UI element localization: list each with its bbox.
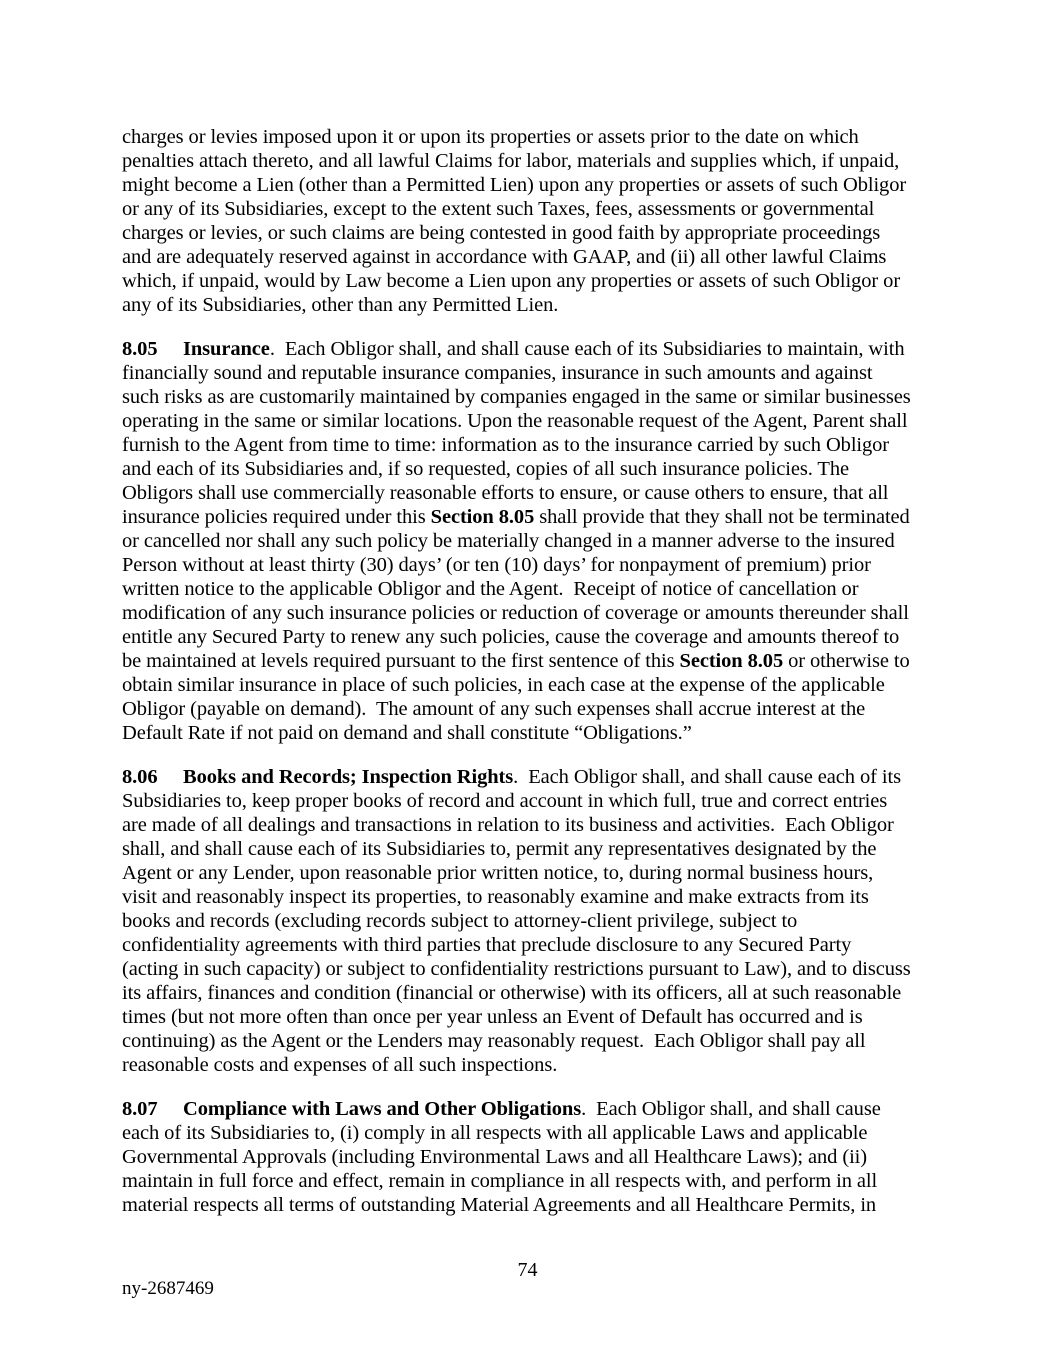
text-line [122, 909, 938, 933]
body-text: insurance policies required under this [122, 506, 431, 528]
text-line [122, 1029, 938, 1053]
body-text: reasonable costs and expenses of all such inspections. [122, 1054, 558, 1076]
text-line [122, 1169, 938, 1193]
body-text: operating in the same or similar locations. Upon the reasonable request of the Agent, Parent shall [122, 410, 908, 432]
body-text: times (but not more often than once per year unless an Event of Default has occurred and is [122, 1006, 863, 1028]
text-line [122, 957, 938, 981]
body-text: and each of its Subsidiaries and, if so requested, copies of all such insurance policies. The [122, 458, 849, 480]
body-text: or otherwise to [783, 650, 910, 672]
text-line [122, 553, 938, 577]
body-text: . Each Obligor shall, and shall cause each of its [513, 766, 901, 788]
body-text: modification of any such insurance policies or reduction of coverage or amounts thereunder shall [122, 602, 909, 624]
text-line [122, 885, 938, 909]
text-line [122, 245, 938, 269]
bold-text: Books and Records; Inspection Rights [183, 766, 514, 788]
body-text: such risks as are customarily maintained by companies engaged in the same or similar businesses [122, 386, 911, 408]
body-text: confidentiality agreements with third parties that preclude disclosure to any Secured Party [122, 934, 852, 956]
section-number: 8.05 [122, 338, 158, 360]
text-line [122, 529, 938, 553]
text-line [122, 221, 938, 245]
document-body [122, 125, 938, 1217]
text-line [122, 837, 938, 861]
body-text: Obligors shall use commercially reasonable efforts to ensure, or cause others to ensure, that all [122, 482, 889, 504]
section-number: 8.06 [122, 766, 158, 788]
paragraph [122, 765, 938, 1077]
body-text: material respects all terms of outstanding Material Agreements and all Healthcare Permits, in [122, 1194, 877, 1216]
body-text: charges or levies imposed upon it or upon its properties or assets prior to the date on which [122, 126, 859, 148]
text-line [122, 1193, 938, 1217]
body-text: shall, and shall cause each of its Subsidiaries to, permit any representatives designated by the [122, 838, 877, 860]
body-text: financially sound and reputable insurance companies, insurance in such amounts and against [122, 362, 873, 384]
body-text: Governmental Approvals (including Environmental Laws and all Healthcare Laws); and (ii) [122, 1146, 868, 1168]
body-text: shall provide that they shall not be terminated [534, 506, 910, 528]
text-line [122, 765, 938, 789]
text-line [122, 1145, 938, 1169]
body-text: visit and reasonably inspect its properties, to reasonably examine and make extracts from its [122, 886, 869, 908]
text-line [122, 673, 938, 697]
body-text: its affairs, finances and condition (financial or otherwise) with its officers, all at such reasonable [122, 982, 902, 1004]
body-text: penalties attach thereto, and all lawful Claims for labor, materials and supplies which, if unpaid, [122, 150, 900, 172]
body-text: charges or levies, or such claims are being contested in good faith by appropriate proceedings [122, 222, 881, 244]
text-line [122, 1053, 938, 1077]
body-text: obtain similar insurance in place of such policies, in each case at the expense of the applicable [122, 674, 885, 696]
body-text: written notice to the applicable Obligor and the Agent. Receipt of notice of cancellation or [122, 578, 859, 600]
text-line [122, 293, 938, 317]
body-text: or cancelled nor shall any such policy be materially changed in a manner adverse to the insured [122, 530, 895, 552]
body-text: Subsidiaries to, keep proper books of record and account in which full, true and correct entries [122, 790, 888, 812]
body-text: continuing) as the Agent or the Lenders may reasonably request. Each Obligor shall pay all [122, 1030, 866, 1052]
text-line [122, 433, 938, 457]
body-text: Obligor (payable on demand). The amount of any such expenses shall accrue interest at the [122, 698, 866, 720]
body-text: which, if unpaid, would by Law become a Lien upon any properties or assets of such Obligor or [122, 270, 901, 292]
body-text: furnish to the Agent from time to time: information as to the insurance carried by such Obligor [122, 434, 890, 456]
text-line [122, 269, 938, 293]
paragraph [122, 337, 938, 745]
body-text: . Each Obligor shall, and shall cause each of its Subsidiaries to maintain, with [269, 338, 905, 360]
text-line [122, 125, 938, 149]
text-line [122, 981, 938, 1005]
text-line [122, 1097, 938, 1121]
text-line [122, 197, 938, 221]
body-text: Default Rate if not paid on demand and shall constitute “Obligations.” [122, 722, 692, 744]
text-line [122, 861, 938, 885]
body-text: Agent or any Lender, upon reasonable prior written notice, to, during normal business hours, [122, 862, 874, 884]
bold-text: Compliance with Laws and Other Obligations [183, 1098, 582, 1120]
section-number: 8.07 [122, 1098, 158, 1120]
bold-text: Section 8.05 [430, 506, 535, 528]
body-text: might become a Lien (other than a Permitted Lien) upon any properties or assets of such Obligor [122, 174, 907, 196]
text-line [122, 649, 938, 673]
paragraph [122, 125, 938, 317]
text-line [122, 337, 938, 361]
text-line [122, 1005, 938, 1029]
body-text: be maintained at levels required pursuant to the first sentence of this [122, 650, 680, 672]
body-text: books and records (excluding records subject to attorney-client privilege, subject to [122, 910, 798, 932]
body-text: and are adequately reserved against in accordance with GAAP, and (ii) all other lawful Claims [122, 246, 887, 268]
text-line [122, 505, 938, 529]
text-line [122, 625, 938, 649]
bold-text: Section 8.05 [679, 650, 784, 672]
document-id-footer: ny-2687469 [122, 1278, 214, 1299]
text-line [122, 173, 938, 197]
text-line [122, 361, 938, 385]
text-line [122, 601, 938, 625]
text-line [122, 697, 938, 721]
body-text: entitle any Secured Party to renew any such policies, cause the coverage and amounts thereof to [122, 626, 900, 648]
text-line [122, 409, 938, 433]
text-line [122, 1121, 938, 1145]
paragraph [122, 1097, 938, 1217]
body-text: are made of all dealings and transactions in relation to its business and activities. Each Obligor [122, 814, 894, 836]
text-line [122, 813, 938, 837]
body-text: each of its Subsidiaries to, (i) comply in all respects with all applicable Laws and applicable [122, 1122, 868, 1144]
body-text: (acting in such capacity) or subject to confidentiality restrictions pursuant to Law), and to discuss [122, 958, 911, 980]
text-line [122, 149, 938, 173]
page-number: 74 [517, 1259, 538, 1281]
body-text: maintain in full force and effect, remain in compliance in all respects with, and perform in all [122, 1170, 878, 1192]
text-line [122, 933, 938, 957]
body-text: or any of its Subsidiaries, except to the extent such Taxes, fees, assessments or governmental [122, 198, 875, 220]
text-line [122, 789, 938, 813]
text-line [122, 457, 938, 481]
bold-text: Insurance [183, 338, 270, 360]
text-line [122, 721, 938, 745]
text-line [122, 385, 938, 409]
body-text: any of its Subsidiaries, other than any Permitted Lien. [122, 294, 559, 316]
text-line [122, 577, 938, 601]
body-text: Person without at least thirty (30) days’ (or ten (10) days’ for nonpayment of premium) prior [122, 554, 871, 576]
text-line [122, 481, 938, 505]
body-text: . Each Obligor shall, and shall cause [581, 1098, 881, 1120]
